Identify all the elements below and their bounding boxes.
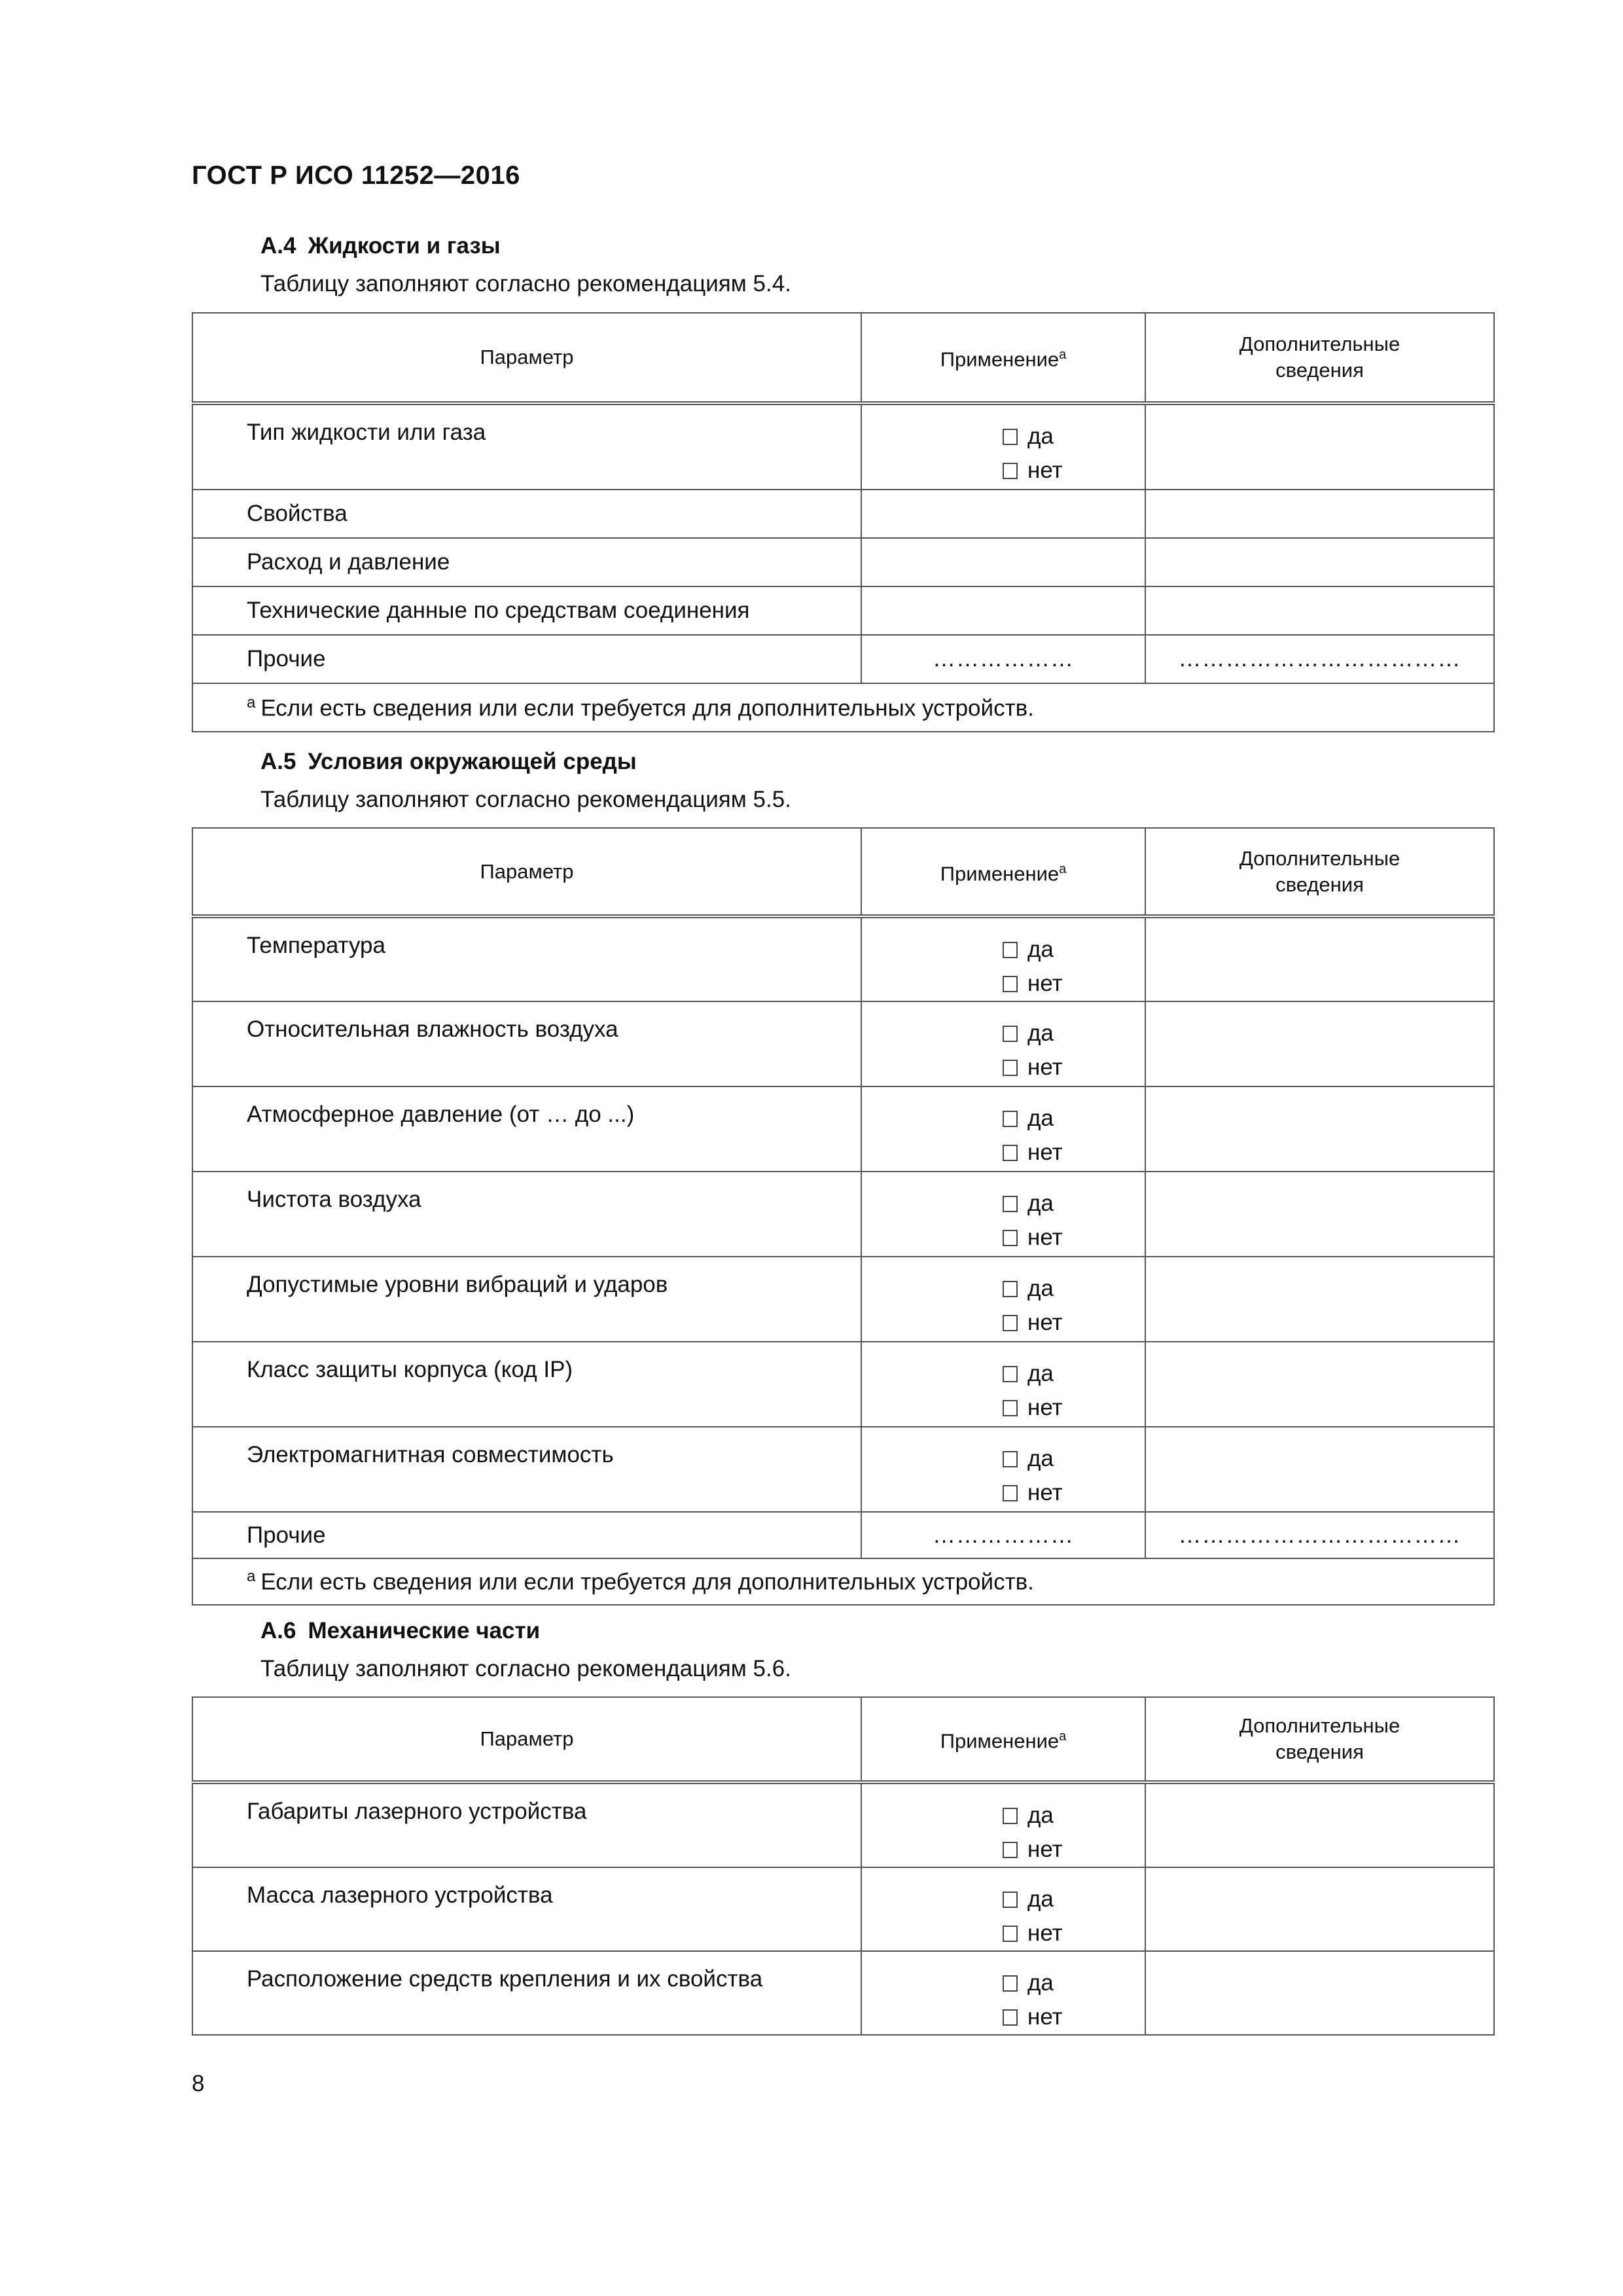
choice-cell[interactable] (861, 586, 1145, 635)
table-a5 (192, 827, 1495, 1605)
extra-cell[interactable] (1145, 1867, 1494, 1951)
param-label: Относительная влажность воздуха (192, 1001, 861, 1086)
param-label: Температура (192, 916, 861, 1001)
section-a6-intro: Таблицу заполняют согласно рекомендациям 5.6. (260, 1656, 791, 1681)
table-a6 (192, 1696, 1495, 2036)
extra-cell[interactable] (1145, 916, 1494, 1001)
table-row (192, 635, 1494, 683)
extra-cell[interactable] (1145, 1257, 1494, 1342)
table-footnote-row (192, 1558, 1494, 1605)
extra-cell[interactable] (1145, 403, 1494, 490)
section-title: Условия окружающей среды (308, 749, 637, 774)
section-number: А.6 (260, 1618, 296, 1643)
checkbox[interactable] (1003, 429, 1018, 445)
checkbox[interactable] (1003, 1400, 1018, 1416)
checkbox[interactable] (1003, 1281, 1018, 1297)
param-label: Электромагнитная совместимость (192, 1427, 861, 1512)
option-yes[interactable]: да (1003, 1016, 1145, 1050)
extra-cell[interactable] (1145, 1172, 1494, 1257)
option-yes[interactable]: да (1003, 1799, 1145, 1833)
checkbox[interactable] (1003, 1451, 1018, 1467)
col-header-extra: Дополнительные сведения (1145, 828, 1494, 916)
checkbox[interactable] (1003, 1060, 1018, 1076)
dotted-fill-long[interactable]: ……………………………… (1145, 635, 1494, 683)
param-label: Расположение средств крепления и их свойства (192, 1951, 861, 2035)
table-row (192, 1782, 1494, 1867)
section-number: А.5 (260, 749, 296, 774)
section-title: Жидкости и газы (308, 233, 501, 259)
table-row (192, 1257, 1494, 1342)
section-a4-heading (260, 233, 501, 259)
col-header-extra: Дополнительные сведения (1145, 313, 1494, 403)
extra-cell[interactable] (1145, 1001, 1494, 1086)
table-row (192, 586, 1494, 635)
option-no[interactable]: нет (1003, 1221, 1145, 1255)
section-title: Механические части (308, 1618, 541, 1643)
option-no[interactable]: нет (1003, 1306, 1145, 1340)
choice-cell (861, 916, 1145, 1001)
choice-cell (861, 403, 1145, 490)
checkbox[interactable] (1003, 1366, 1018, 1382)
dotted-fill-long[interactable]: ……………………………… (1145, 1512, 1494, 1558)
option-no[interactable]: нет (1003, 1476, 1145, 1510)
col-header-param: Параметр (192, 1697, 861, 1782)
checkbox[interactable] (1003, 1315, 1018, 1331)
col-header-param: Параметр (192, 828, 861, 916)
option-yes[interactable]: да (1003, 420, 1145, 454)
table-row (192, 403, 1494, 490)
option-no[interactable]: нет (1003, 967, 1145, 1001)
extra-cell[interactable] (1145, 1086, 1494, 1172)
extra-cell[interactable] (1145, 1951, 1494, 2035)
option-no[interactable]: нет (1003, 1833, 1145, 1867)
option-yes[interactable]: да (1003, 1357, 1145, 1391)
choice-cell (861, 1782, 1145, 1867)
table-row (192, 1172, 1494, 1257)
option-yes[interactable]: да (1003, 1882, 1145, 1916)
param-label: Атмосферное давление (от … до ...) (192, 1086, 861, 1172)
section-a6-heading (260, 1618, 540, 1644)
param-label: Тип жидкости или газа (192, 403, 861, 490)
choice-cell (861, 1086, 1145, 1172)
param-label: Чистота воздуха (192, 1172, 861, 1257)
option-yes[interactable]: да (1003, 933, 1145, 967)
checkbox[interactable] (1003, 1230, 1018, 1246)
param-label: Прочие (192, 635, 861, 683)
option-no[interactable]: нет (1003, 1136, 1145, 1170)
param-label: Габариты лазерного устройства (192, 1782, 861, 1867)
section-number: А.4 (260, 233, 296, 259)
param-label: Расход и давление (192, 538, 861, 586)
table-row (192, 1951, 1494, 2035)
footnote: $^a$ Если есть сведения или если требуется для дополнительных устройств. (192, 683, 1494, 732)
choice-cell (861, 1867, 1145, 1951)
option-yes[interactable]: да (1003, 1102, 1145, 1136)
checkbox[interactable] (1003, 1485, 1018, 1501)
checkbox[interactable] (1003, 2009, 1018, 2026)
document-header: ГОСТ Р ИСО 11252—2016 (192, 161, 520, 190)
param-label: Масса лазерного устройства (192, 1867, 861, 1951)
checkbox[interactable] (1003, 1196, 1018, 1212)
page-number: 8 (192, 2071, 205, 2096)
param-label: Допустимые уровни вибраций и ударов (192, 1257, 861, 1342)
choice-cell[interactable] (861, 490, 1145, 538)
extra-cell[interactable] (1145, 1342, 1494, 1427)
checkbox[interactable] (1003, 1808, 1018, 1824)
choice-cell[interactable] (861, 538, 1145, 586)
choice-cell (861, 1427, 1145, 1512)
param-label: Свойства (192, 490, 861, 538)
section-a4-intro: Таблицу заполняют согласно рекомендациям 5.4. (260, 271, 791, 296)
option-yes[interactable]: да (1003, 1442, 1145, 1476)
choice-cell (861, 1951, 1145, 2035)
checkbox[interactable] (1003, 1026, 1018, 1042)
extra-cell[interactable] (1145, 1427, 1494, 1512)
extra-cell[interactable] (1145, 1782, 1494, 1867)
table-row (192, 490, 1494, 538)
choice-cell (861, 1001, 1145, 1086)
checkbox[interactable] (1003, 1842, 1018, 1858)
choice-cell (861, 1257, 1145, 1342)
option-yes[interactable]: да (1003, 1966, 1145, 2000)
footnote: $^a$ Если есть сведения или если требуется для дополнительных устройств. (192, 1558, 1494, 1605)
checkbox[interactable] (1003, 1111, 1018, 1127)
table-footnote-row (192, 683, 1494, 732)
extra-cell[interactable] (1145, 586, 1494, 635)
table-row (192, 1001, 1494, 1086)
param-label: Технические данные по средствам соединения (192, 586, 861, 635)
option-no[interactable]: нет (1003, 1050, 1145, 1085)
col-header-apply: Применение$^a$ (861, 313, 1145, 403)
checkbox[interactable] (1003, 463, 1018, 479)
checkbox[interactable] (1003, 1926, 1018, 1942)
choice-cell (861, 1342, 1145, 1427)
choice-cell (861, 1172, 1145, 1257)
table-row (192, 916, 1494, 1001)
dotted-fill-short[interactable]: ……………… (861, 1512, 1145, 1558)
checkbox[interactable] (1003, 942, 1018, 958)
section-a5-heading (260, 749, 637, 775)
checkbox[interactable] (1003, 1145, 1018, 1161)
table-row (192, 1512, 1494, 1558)
checkbox[interactable] (1003, 976, 1018, 992)
option-no[interactable]: нет (1003, 1391, 1145, 1425)
dotted-fill-short[interactable]: ……………… (861, 635, 1145, 683)
table-row (192, 1086, 1494, 1172)
table-row (192, 1867, 1494, 1951)
checkbox[interactable] (1003, 1975, 1018, 1992)
option-no[interactable]: нет (1003, 454, 1145, 488)
extra-cell[interactable] (1145, 490, 1494, 538)
table-row (192, 538, 1494, 586)
option-no[interactable]: нет (1003, 2000, 1145, 2034)
table-row (192, 1427, 1494, 1512)
col-header-extra: Дополнительные сведения (1145, 1697, 1494, 1782)
table-a4 (192, 312, 1495, 732)
col-header-param: Параметр (192, 313, 861, 403)
checkbox[interactable] (1003, 1892, 1018, 1908)
option-yes[interactable]: да (1003, 1272, 1145, 1306)
extra-cell[interactable] (1145, 538, 1494, 586)
option-no[interactable]: нет (1003, 1916, 1145, 1950)
param-label: Класс защиты корпуса (код IP) (192, 1342, 861, 1427)
table-row (192, 1342, 1494, 1427)
section-a5-intro: Таблицу заполняют согласно рекомендациям 5.5. (260, 787, 791, 812)
col-header-apply: Применение$^a$ (861, 1697, 1145, 1782)
param-label: Прочие (192, 1512, 861, 1558)
col-header-apply: Применение$^a$ (861, 828, 1145, 916)
option-yes[interactable]: да (1003, 1187, 1145, 1221)
